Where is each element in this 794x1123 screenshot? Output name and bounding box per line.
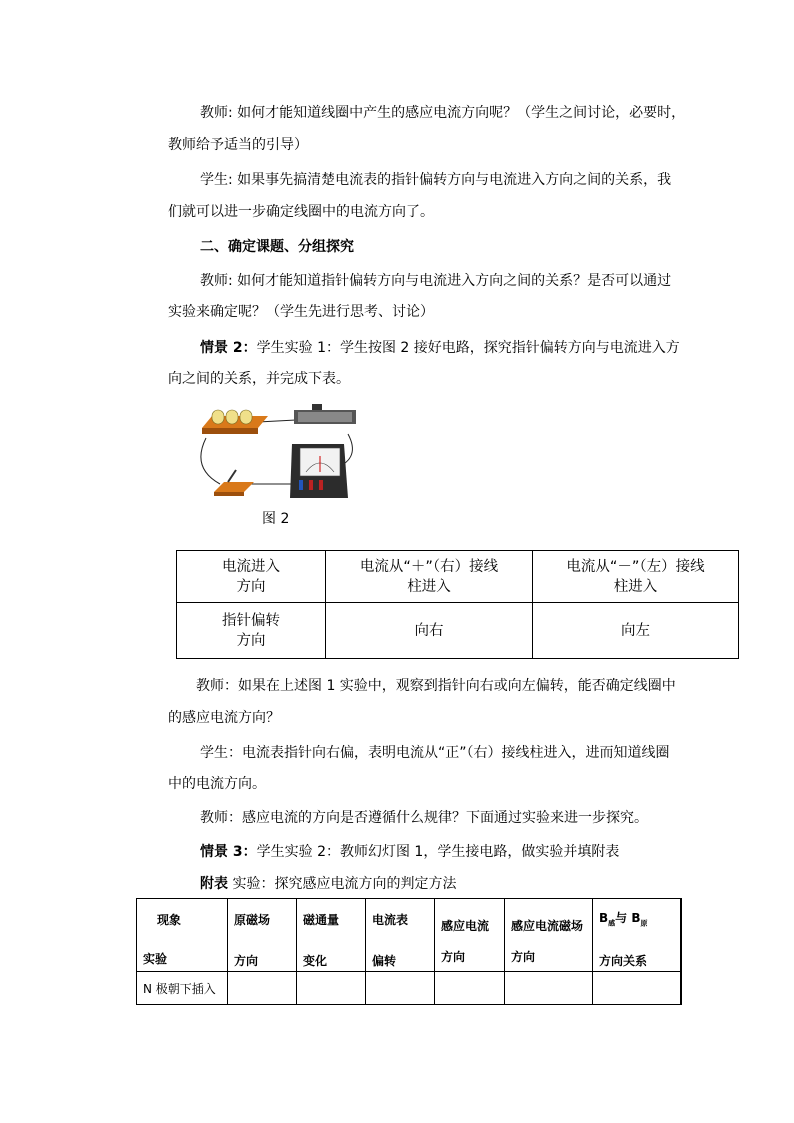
text-line (200, 874, 710, 894)
cell-text: 偏转 (372, 954, 397, 968)
cell-text: 电流表 (372, 913, 409, 927)
b-symbol: B (599, 911, 609, 925)
cell-text: 变化 (303, 954, 328, 968)
cell-text: 柱进入 (407, 578, 451, 595)
scenario-label: 情景 2： (200, 340, 257, 356)
section-heading: 二、确定课题、分组探究 (200, 239, 354, 255)
cell-text: 电流从“－”（左）接线 (566, 558, 705, 575)
table-row (137, 972, 682, 1005)
table-cell: N 极朝下插入 (137, 972, 228, 1005)
figure-caption: 图 2 (262, 511, 290, 527)
cell-text: 感应电流 (441, 919, 490, 933)
header-cell (593, 899, 682, 972)
header-cell (435, 899, 505, 972)
text-line: 教师给予适当的引导） (168, 137, 308, 153)
table-cell (177, 551, 326, 603)
header-cell (297, 899, 366, 972)
appendix-label: 附表 (200, 876, 228, 892)
table-header-row (137, 899, 682, 972)
table-cell (366, 972, 435, 1005)
table-cell (228, 972, 297, 1005)
subscript: 原 (640, 919, 648, 928)
cell-text: 指针偏转 (222, 612, 280, 629)
table-cell (297, 972, 366, 1005)
text-line: 实验来确定呢？（学生先进行思考、讨论） (168, 304, 434, 320)
header-cell (228, 899, 297, 972)
table-cell (435, 972, 505, 1005)
table-cell (326, 551, 533, 603)
text-line: 中的电流方向。 (168, 776, 266, 792)
text-line: 学生：电流表指针向右偏，表明电流从“正”（右）接线柱进入，进而知道线圈 (200, 745, 670, 761)
cell-text: 电流进入 (222, 558, 280, 575)
table-row (177, 603, 739, 659)
cell-text: 现象 (157, 913, 182, 927)
cell-text: 方向 (236, 578, 266, 595)
text-line: 向之间的关系，并完成下表。 (168, 371, 350, 387)
table-cell (533, 551, 739, 603)
cell-text: 实验 (143, 952, 168, 966)
cell-text: 柱进入 (613, 578, 658, 595)
table-cell: 向左 (533, 603, 739, 659)
text-span: 学生实验 2：教师幻灯图 1，学生接电路，做实验并填附表 (256, 844, 620, 860)
text-line: 学生: 如果事先搞清楚电流表的指针偏转方向与电流进入方向之间的关系，我 (200, 172, 672, 188)
text-span: 学生实验 1：学生按图 2 接好电路，探究指针偏转方向与电流进入方 (256, 340, 680, 356)
header-cell (137, 899, 228, 972)
text-line (200, 842, 710, 862)
text-line: 教师: 如何才能知道线圈中产生的感应电流方向呢？（学生之间讨论，必要时， (200, 105, 686, 121)
text-line: 教师: 如何才能知道指针偏转方向与电流进入方向之间的关系？是否可以通过 (200, 273, 672, 289)
text-line (200, 338, 710, 358)
cell-text: 方向 (236, 632, 266, 649)
text-line: 教师：感应电流的方向是否遵循什么规律？下面通过实验来进一步探究。 (200, 810, 648, 826)
cell-text: 感应电流磁场 (511, 919, 584, 933)
cell-text: 电流从“＋”（右）接线 (359, 558, 499, 575)
header-cell (366, 899, 435, 972)
scenario-label: 情景 3： (200, 844, 257, 860)
cell-text: 原磁场 (234, 913, 271, 927)
header-cell (505, 899, 593, 972)
table-cell (505, 972, 593, 1005)
text-line: 教师：如果在上述图 1 实验中，观察到指针向右或向左偏转，能否确定线圈中 (196, 678, 676, 694)
text-line: 们就可以进一步确定线圈中的电流方向了。 (168, 204, 434, 220)
table-cell (177, 603, 326, 659)
cell-text (599, 909, 674, 928)
current-direction-table (176, 550, 739, 659)
table-cell (593, 972, 682, 1005)
b-symbol: 与 B (615, 911, 641, 925)
cell-text: 方向 (441, 950, 466, 964)
cell-text: 磁通量 (303, 913, 340, 927)
text-span: 实验：探究感应电流方向的判定方法 (228, 876, 457, 892)
cell-text: 方向 (234, 954, 259, 968)
subscript: 感 (608, 919, 616, 928)
circuit-figure (196, 398, 396, 508)
table-row (177, 551, 739, 603)
cell-text: 方向关系 (599, 954, 648, 969)
experiment-table (136, 898, 682, 1005)
cell-text: 方向 (511, 950, 536, 964)
text-line: 的感应电流方向？ (168, 710, 280, 726)
table-cell: 向右 (326, 603, 533, 659)
